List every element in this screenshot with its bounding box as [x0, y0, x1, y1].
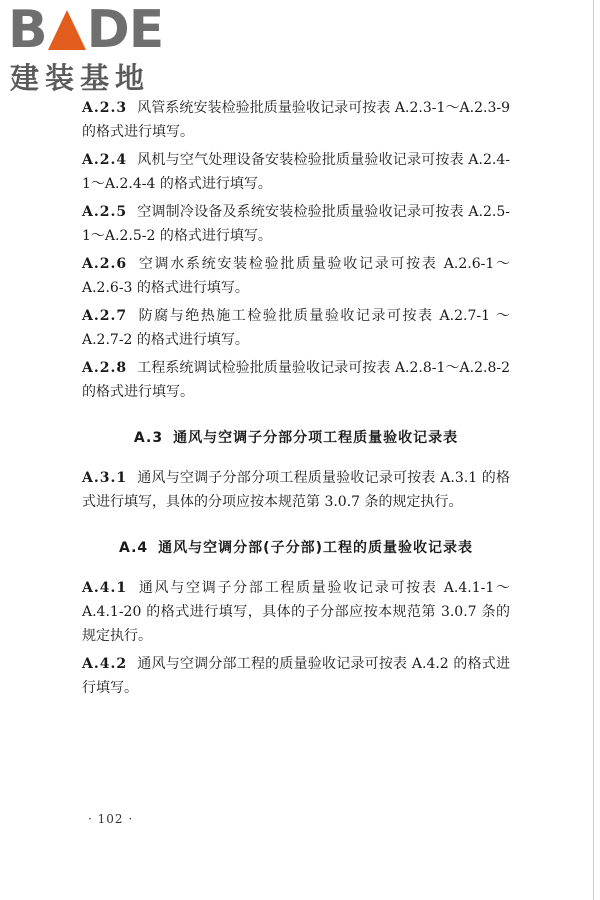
logo-letters-de: DE — [86, 0, 164, 60]
heading-title: 通风与空调子分部分项工程质量验收记录表 — [173, 430, 459, 446]
page-edge — [593, 0, 594, 900]
clause-text: 防腐与绝热施工检验批质量验收记录可按表 A.2.7-1 ～A.2.7-2 的格式进行填写。 — [82, 308, 510, 348]
heading-title: 通风与空调分部(子分部)工程的质量验收记录表 — [158, 540, 473, 556]
clause-text: 风机与空气处理设备安装检验批质量验收记录可按表 A.2.4-1～A.2.4-4 的格式进行填写。 — [82, 152, 510, 192]
clause-number: A.2.6 — [82, 256, 128, 272]
clause — [82, 200, 510, 248]
clause-number: A.2.7 — [82, 308, 128, 324]
logo-subtitle: 建装基地 — [10, 61, 151, 95]
clause-number: A.2.3 — [82, 100, 128, 116]
section-a4 — [82, 576, 510, 700]
heading-number: A.4 — [119, 540, 149, 556]
clause — [82, 252, 510, 300]
clause — [82, 304, 510, 352]
clause-text: 空调制冷设备及系统安装检验批质量验收记录可按表 A.2.5-1～A.2.5-2 的格式进行填写。 — [82, 204, 510, 244]
section-heading-a4 — [82, 536, 510, 560]
clause-text: 空调水系统安装检验批质量验收记录可按表 A.2.6-1～A.2.6-3 的格式进行填写。 — [82, 256, 510, 296]
clause — [82, 652, 510, 700]
clause — [82, 466, 510, 514]
page-number: · 102 · — [88, 812, 134, 826]
clause-text: 通风与空调子分部分项工程质量验收记录可按表 A.3.1 的格式进行填写，具体的分项应按本规范第 3.0.7 条的规定执行。 — [82, 470, 510, 510]
clause — [82, 96, 510, 144]
section-a3 — [82, 466, 510, 514]
clause-number: A.2.5 — [82, 204, 128, 220]
clause-text: 工程系统调试检验批质量验收记录可按表 A.2.8-1～A.2.8-2 的格式进行填写。 — [82, 360, 510, 400]
logo-letter-b: B — [8, 0, 47, 60]
clause-number: A.4.1 — [82, 580, 128, 596]
logo-wordmark — [8, 0, 164, 60]
clause — [82, 148, 510, 196]
clause-text: 通风与空调分部工程的质量验收记录可按表 A.4.2 的格式进行填写。 — [82, 656, 510, 696]
clause-number: A.3.1 — [82, 470, 128, 486]
clause-number: A.2.8 — [82, 360, 128, 376]
clause-number: A.2.4 — [82, 152, 128, 168]
clause-number: A.4.2 — [82, 656, 128, 672]
logo-a-triangle-icon — [48, 10, 86, 50]
logo — [8, 0, 178, 96]
page-body — [82, 96, 510, 704]
section-heading-a3 — [82, 426, 510, 450]
section-a2 — [82, 96, 510, 404]
clause-text: 通风与空调子分部工程质量验收记录可按表 A.4.1-1～A.4.1-20 的格式进行填写，具体的子分部应按本规范第 3.0.7 条的规定执行。 — [82, 580, 510, 644]
heading-number: A.3 — [133, 430, 164, 446]
clause-text: 风管系统安装检验批质量验收记录可按表 A.2.3-1～A.2.3-9 的格式进行填写。 — [82, 100, 510, 140]
clause — [82, 576, 510, 648]
clause — [82, 356, 510, 404]
